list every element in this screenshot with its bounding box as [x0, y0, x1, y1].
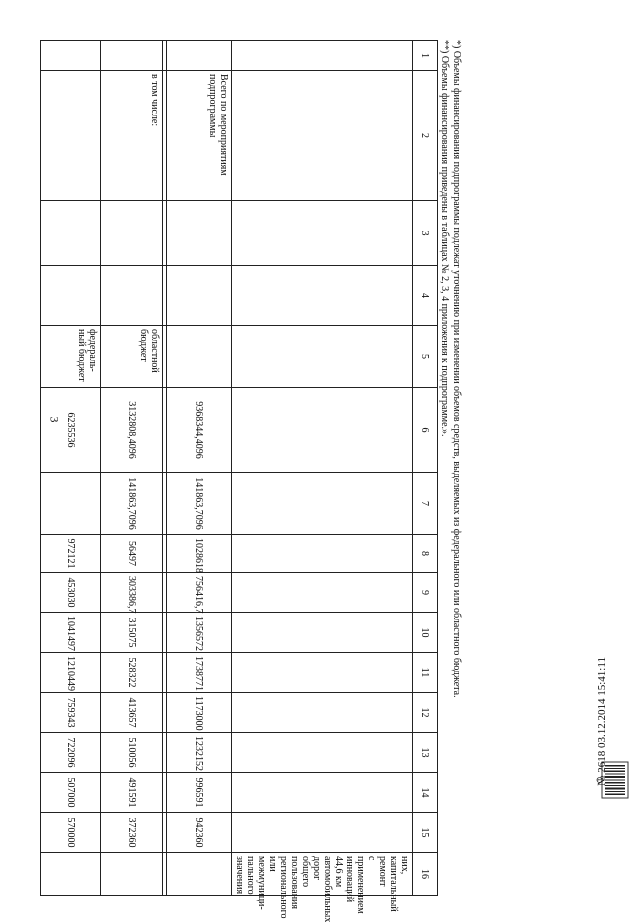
total-value-14: 996591 — [167, 773, 232, 813]
col-header-2: 2 — [413, 71, 438, 201]
regional-value-6: 3132808,4096 — [101, 388, 163, 473]
col-header-3: 3 — [413, 201, 438, 266]
total-value-10: 1356572 — [167, 613, 232, 653]
total-row-label: Всего по мероприятиям подпрограммы — [167, 71, 232, 201]
federal-row — [41, 41, 101, 896]
footnote-2: **) Объемы финансирования приведены в таблицах № 2, 3, 4 приложения к подпрограмме.». — [439, 40, 450, 437]
federal-value-8: 972121 — [41, 535, 101, 573]
col-header-6: 6 — [413, 388, 438, 473]
regional-value-10: 315075 — [101, 613, 163, 653]
in-that-number-label: в том числе: — [101, 71, 163, 201]
footnotes — [438, 40, 462, 800]
col16-header-text: них, капитальный ремонт с применением инноваций 44,6 км автомобильных дорог общего пользования регионального или межмуници-пального значения — [232, 853, 413, 896]
regional-source: областной бюджет — [101, 326, 163, 388]
col-header-5: 5 — [413, 326, 438, 388]
footnote-1: *) Объемы финансирования подпрограммы подлежат уточнению при изменении объемов средств, выделяемых из федерального или областного бюджета. — [451, 40, 462, 698]
total-value-11: 1738771 — [167, 653, 232, 693]
col-header-16: 16 — [413, 853, 438, 896]
federal-value-14: 507000 — [41, 773, 101, 813]
description-row — [232, 41, 413, 896]
rotated-table-block — [65, 40, 438, 922]
regional-value-15: 372360 — [101, 813, 163, 853]
spacer-row — [163, 41, 167, 896]
federal-value-10: 1041497 — [41, 613, 101, 653]
regional-value-14: 491591 — [101, 773, 163, 813]
total-value-8: 1028618 — [167, 535, 232, 573]
total-value-6: 9368344,4096 — [167, 388, 232, 473]
col-header-8: 8 — [413, 535, 438, 573]
federal-value-12: 759343 — [41, 693, 101, 733]
col-header-9: 9 — [413, 573, 438, 613]
regional-value-11: 528322 — [101, 653, 163, 693]
regional-value-7: 141863,7096 — [101, 473, 163, 535]
regional-value-8: 56497 — [101, 535, 163, 573]
col-header-14: 14 — [413, 773, 438, 813]
col-header-10: 10 — [413, 613, 438, 653]
regional-row — [101, 41, 163, 896]
regional-value-13: 510056 — [101, 733, 163, 773]
col-header-15: 15 — [413, 813, 438, 853]
page-number: 3 — [47, 416, 62, 423]
col-header-13: 13 — [413, 733, 438, 773]
registration-stamp: № 2618 03.12.2014 15:41:11 — [596, 657, 608, 786]
col-header-4: 4 — [413, 266, 438, 326]
federal-value-11: 1210449 — [41, 653, 101, 693]
financing-table — [40, 40, 438, 922]
col-header-11: 11 — [413, 653, 438, 693]
total-value-9: 756416,7 — [167, 573, 232, 613]
regional-value-9: 303386,7 — [101, 573, 163, 613]
col-header-12: 12 — [413, 693, 438, 733]
col-header-7: 7 — [413, 473, 438, 535]
federal-value-15: 570000 — [41, 813, 101, 853]
federal-source: федераль-ный бюджет — [41, 326, 101, 388]
total-value-15: 942360 — [167, 813, 232, 853]
regional-value-12: 413657 — [101, 693, 163, 733]
col-header-1: 1 — [413, 41, 438, 71]
federal-value-9: 453030 — [41, 573, 101, 613]
federal-value-6: 6235536 — [41, 388, 101, 473]
federal-value-7 — [41, 473, 101, 535]
header-row — [413, 41, 438, 896]
total-value-7: 141863,7096 — [167, 473, 232, 535]
total-row — [167, 41, 232, 896]
federal-value-13: 722096 — [41, 733, 101, 773]
total-value-13: 1232152 — [167, 733, 232, 773]
total-value-12: 1173000 — [167, 693, 232, 733]
